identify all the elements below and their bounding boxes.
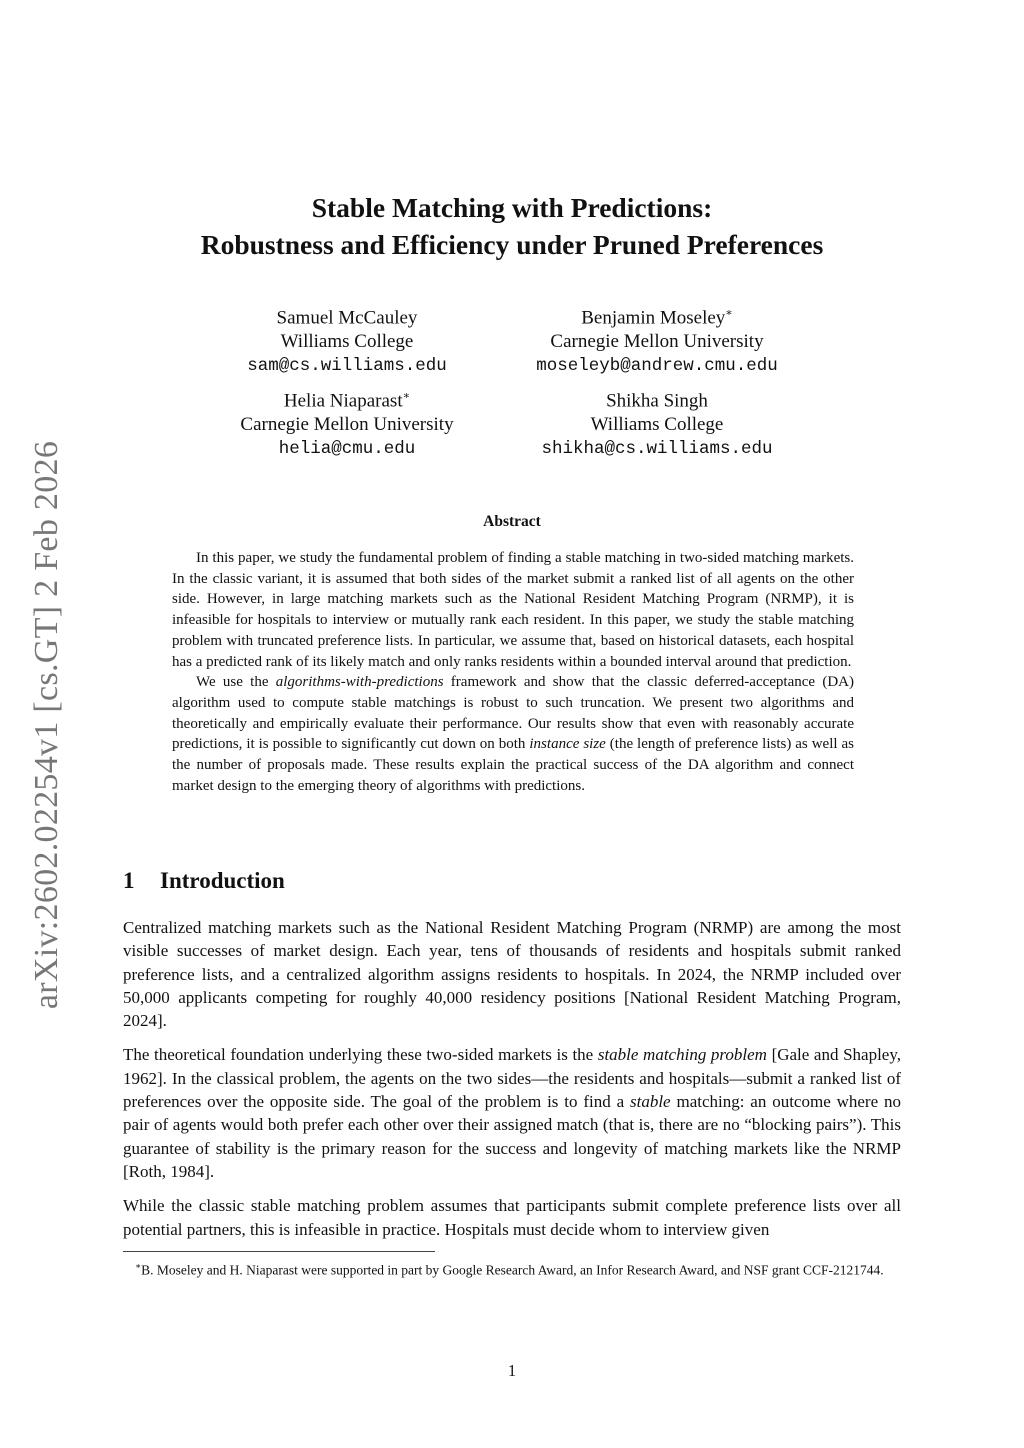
paper-title-line-1: Stable Matching with Predictions: bbox=[311, 192, 713, 223]
author-affiliation: Williams College bbox=[280, 331, 414, 353]
author-affiliation: Carnegie Mellon University bbox=[550, 331, 764, 353]
author-name: Helia Niaparast∗ bbox=[283, 390, 411, 412]
footnote-text: B. Moseley and H. Niaparast were supported in part by Google Research Award, an Infor Research Award, and NSF grant CCF-2121744. bbox=[141, 1262, 884, 1278]
author-block bbox=[177, 301, 517, 378]
author-email[interactable]: moseleyb@andrew.cmu.edu bbox=[536, 356, 778, 377]
author-block bbox=[487, 384, 827, 461]
body-paragraph: Centralized matching markets such as the National Resident Matching Program (NRMP) are among the most visible successes of market design. Each year, tens of thousands of residents and hospitals submit ranked preference lists, and a centralized algorithm assigns residents to hospitals. In 2024, the NRMP included over 50,000 applicants competing for roughly 40,000 residency positions [National Resident Matching Program, 2024]. bbox=[123, 918, 901, 1031]
abstract-body bbox=[172, 548, 854, 796]
author-block bbox=[487, 301, 827, 378]
author-name: Shikha Singh bbox=[606, 390, 708, 412]
arxiv-identifier-stamp: arXiv:2602.02254v1 [cs.GT] 2 Feb 2026 bbox=[28, 440, 65, 1010]
page-number: 1 bbox=[507, 1361, 517, 1380]
author-email[interactable]: helia@cmu.edu bbox=[278, 439, 416, 460]
author-name: Samuel McCauley bbox=[276, 307, 418, 329]
footnote-divider bbox=[123, 1251, 435, 1252]
abstract-paragraph: We use the algorithms-with-predictions framework and show that the classic deferred-acceptance (DA) algorithm used to compute stable matchings is robust to such truncation. We present two algorithms and theoretically and empirically evaluate their performance. Our results show that even with reasonably accurate predictions, it is possible to significantly cut down on both instance size (the length of preference lists) as well as the number of proposals made. These results explain the practical success of the DA algorithm and connect market design to the emerging theory of algorithms with predictions. bbox=[172, 674, 854, 794]
section-title: Introduction bbox=[160, 868, 285, 893]
section-heading-introduction bbox=[123, 868, 285, 894]
author-affiliation: Williams College bbox=[590, 414, 724, 436]
body-paragraph: The theoretical foundation underlying these two-sided markets is the stable matching problem [Gale and Shapley, 1962]. In the classical problem, the agents on the two sides—the residents and hospitals—submit a ranked list of preferences over the opposite side. The goal of the problem is to find a stable matching: an outcome where no pair of agents would both prefer each other over their assigned match (that is, there are no “blocking pairs”). This guarantee of stability is the primary reason for the success and longevity of matching markets like the NRMP [Roth, 1984]. bbox=[123, 1045, 902, 1181]
body-paragraph: While the classic stable matching problem assumes that participants submit complete preference lists over all potential partners, this is infeasible in practice. Hospitals must decide whom to interview given bbox=[123, 1196, 901, 1239]
introduction-body bbox=[123, 916, 901, 1252]
author-affiliation: Carnegie Mellon University bbox=[240, 414, 454, 436]
abstract-heading: Abstract bbox=[483, 513, 541, 530]
footnote-mark: ∗ bbox=[135, 1261, 142, 1271]
abstract-paragraph: In this paper, we study the fundamental problem of finding a stable matching in two-sided matching markets. In the classic variant, it is assumed that both sides of the market submit a ranked list of all agents on the other side. However, in large matching markets such as the National Resident Matching Program (NRMP), it is infeasible for hospitals to interview or mutually rank each resident. In this paper, we study the stable matching problem with truncated preference lists. In particular, we assume that, based on historical datasets, each hospital has a predicted rank of its likely match and only ranks residents within a bounded interval around that prediction. bbox=[172, 550, 854, 670]
footnote bbox=[123, 1257, 901, 1280]
section-number: 1 bbox=[123, 868, 135, 893]
author-name: Benjamin Moseley∗ bbox=[581, 307, 733, 329]
author-block bbox=[177, 384, 517, 461]
paper-title-line-2: Robustness and Efficiency under Pruned Preferences bbox=[200, 229, 824, 260]
author-email[interactable]: shikha@cs.williams.edu bbox=[541, 439, 773, 460]
author-email[interactable]: sam@cs.williams.edu bbox=[247, 356, 447, 377]
